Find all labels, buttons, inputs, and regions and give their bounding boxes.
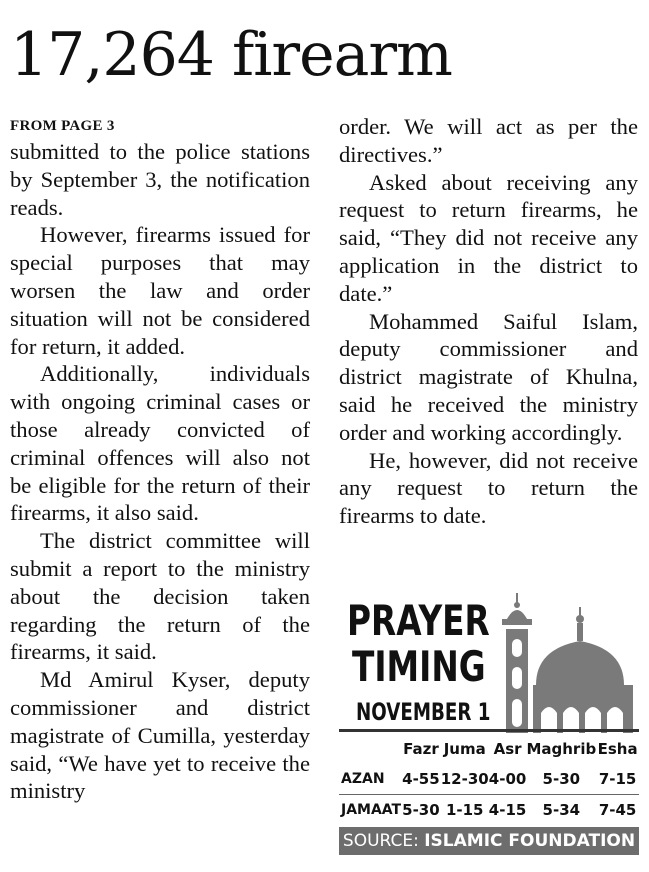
row-label: JAMAAT: [341, 802, 402, 818]
time-cell: 4-55: [401, 764, 441, 795]
header-juma: Juma: [443, 740, 486, 758]
headline: 17,264 firearm: [10, 20, 452, 90]
mosque-icon: [495, 589, 639, 733]
prayer-title-line2: TIMING: [352, 642, 486, 691]
from-page-label: FROM PAGE 3: [10, 118, 115, 134]
time-cell: 5-34: [542, 801, 581, 819]
source-prefix: SOURCE:: [342, 831, 419, 851]
time-cell: 1-15: [445, 801, 484, 819]
header-fazr: Fazr: [403, 740, 439, 758]
time-cell: 5-30: [402, 801, 440, 819]
time-cell: 7-15: [596, 764, 639, 795]
paragraph: Md Amirul Kyser, deputy commissioner and district magistrate of Cumilla, yesterday said, “We have yet to receive the ministry: [10, 667, 310, 804]
paragraph: order. We will act as per the directives.”: [339, 114, 638, 167]
header-cell: [339, 734, 401, 764]
header-esha: Esha: [597, 740, 638, 758]
prayer-timing-box: [339, 585, 639, 857]
header-maghrib: Maghrib: [526, 740, 597, 758]
time-cell: 7-45: [598, 801, 637, 819]
paragraph: Mohammed Saiful Islam, deputy commissioner and district magistrate of Khulna, said he received the ministry order and working accordingly.: [339, 308, 638, 445]
time-cell: 5-30: [526, 764, 596, 795]
article-column-1: [10, 116, 310, 805]
source-bar: [339, 827, 639, 855]
prayer-date: NOVEMBER 1: [356, 698, 491, 726]
prayer-row-jamaat: [339, 795, 639, 826]
prayer-header-row: [339, 734, 639, 764]
prayer-row-azan: [339, 764, 639, 795]
time-cell: 12-30: [441, 764, 489, 795]
paragraph: Additionally, individuals with ongoing criminal cases or those already convicted of criminal offences will also not be eligible for the return of their firearms, it also said.: [10, 361, 310, 526]
header-asr: Asr: [493, 740, 522, 758]
prayer-title-line1: PRAYER: [347, 596, 490, 645]
prayer-divider: [339, 729, 639, 732]
time-cell: 4-00: [489, 764, 527, 795]
paragraph: He, however, did not receive any request to return the firearms to date.: [339, 447, 638, 529]
paragraph: submitted to the police stations by September 3, the notification reads.: [10, 139, 310, 220]
paragraph: Asked about receiving any request to return firearms, he said, “They did not receive any application in the district to date.”: [339, 169, 638, 306]
time-cell: 4-15: [488, 801, 527, 819]
article-column-2: [339, 113, 638, 530]
prayer-times-table: [339, 734, 639, 825]
paragraph: The district committee will submit a report to the ministry about the decision taken regarding the return of the firearms, it said.: [10, 528, 310, 665]
row-label: AZAN: [339, 764, 401, 795]
paragraph: However, firearms issued for special purposes that may worsen the law and order situation will not be considered for return, it added.: [10, 222, 310, 359]
source-name: ISLAMIC FOUNDATION: [424, 831, 636, 851]
